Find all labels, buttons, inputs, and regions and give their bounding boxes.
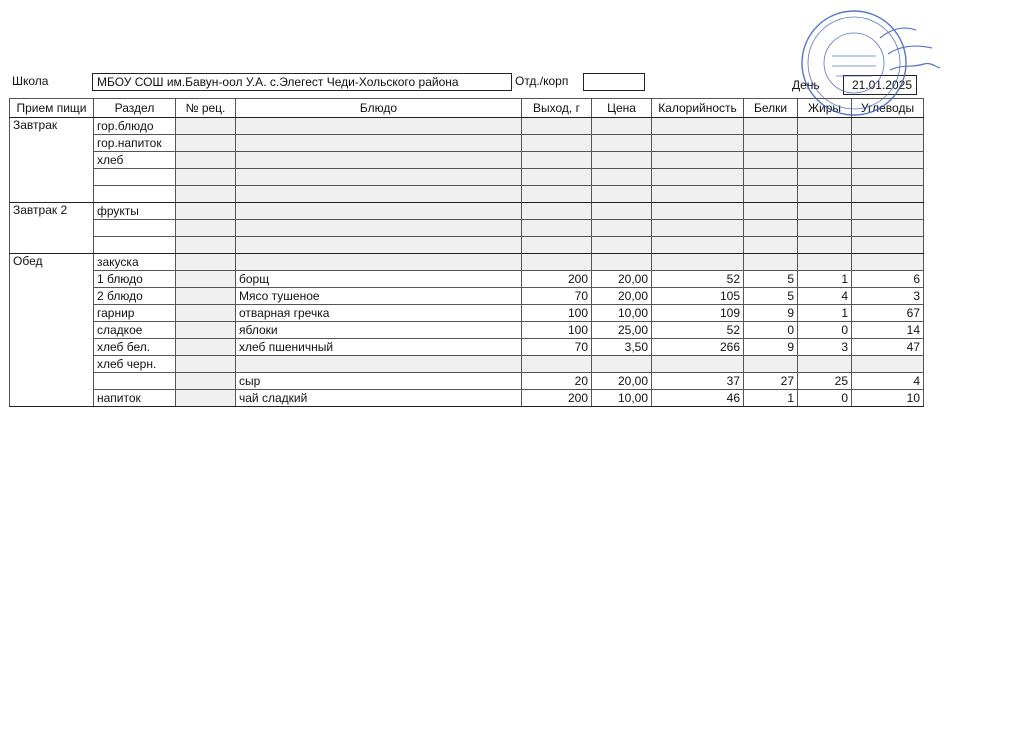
day-field[interactable]: 21.01.2025 (843, 75, 917, 95)
recipe-cell[interactable] (176, 254, 236, 271)
fat-cell[interactable]: 0 (798, 322, 852, 339)
dish-cell[interactable] (236, 220, 522, 237)
table-row (10, 186, 924, 203)
column-header: Прием пищи (10, 99, 94, 118)
calories-cell[interactable]: 37 (652, 373, 744, 390)
column-header: Блюдо (236, 99, 522, 118)
section-cell[interactable]: закуска (94, 254, 176, 271)
fat-cell[interactable] (798, 203, 852, 220)
carbs-cell[interactable] (852, 186, 924, 203)
section-cell[interactable]: хлеб (94, 152, 176, 169)
carbs-cell[interactable] (852, 356, 924, 373)
calories-cell[interactable]: 105 (652, 288, 744, 305)
school-name-field[interactable]: МБОУ СОШ им.Бавун-оол У.А. с.Элегест Чеди-Хольского района (92, 73, 512, 91)
recipe-cell[interactable] (176, 118, 236, 135)
carbs-cell[interactable] (852, 169, 924, 186)
dish-cell[interactable] (236, 152, 522, 169)
fat-cell[interactable] (798, 220, 852, 237)
protein-cell[interactable] (744, 135, 798, 152)
price-cell[interactable] (592, 186, 652, 203)
table-row (10, 220, 924, 237)
carbs-cell[interactable] (852, 118, 924, 135)
price-cell[interactable]: 10,00 (592, 305, 652, 322)
column-header: Жиры (798, 99, 852, 118)
recipe-cell[interactable] (176, 186, 236, 203)
section-cell[interactable] (94, 237, 176, 254)
carbs-cell[interactable]: 6 (852, 271, 924, 288)
yield-cell[interactable]: 20 (522, 373, 592, 390)
dish-cell[interactable] (236, 203, 522, 220)
yield-cell[interactable] (522, 254, 592, 271)
calories-cell[interactable] (652, 152, 744, 169)
price-cell[interactable]: 25,00 (592, 322, 652, 339)
yield-cell[interactable] (522, 152, 592, 169)
price-cell[interactable] (592, 118, 652, 135)
yield-cell[interactable]: 200 (522, 271, 592, 288)
recipe-cell[interactable] (176, 356, 236, 373)
recipe-cell[interactable] (176, 135, 236, 152)
section-cell[interactable] (94, 186, 176, 203)
calories-cell[interactable] (652, 237, 744, 254)
yield-cell[interactable] (522, 356, 592, 373)
table-row (10, 152, 924, 169)
protein-cell[interactable] (744, 169, 798, 186)
carbs-cell[interactable]: 67 (852, 305, 924, 322)
calories-cell[interactable] (652, 203, 744, 220)
fat-cell[interactable]: 1 (798, 305, 852, 322)
table-row (10, 203, 924, 220)
section-cell[interactable]: гор.блюдо (94, 118, 176, 135)
protein-cell[interactable] (744, 237, 798, 254)
section-cell[interactable]: напиток (94, 390, 176, 407)
yield-cell[interactable] (522, 169, 592, 186)
fat-cell[interactable] (798, 356, 852, 373)
column-header: Углеводы (852, 99, 924, 118)
fat-cell[interactable]: 4 (798, 288, 852, 305)
recipe-cell[interactable] (176, 390, 236, 407)
table-row (10, 254, 924, 271)
yield-cell[interactable] (522, 237, 592, 254)
recipe-cell[interactable] (176, 288, 236, 305)
column-header: Цена (592, 99, 652, 118)
fat-cell[interactable]: 0 (798, 390, 852, 407)
protein-cell[interactable]: 27 (744, 373, 798, 390)
table-row (10, 288, 924, 305)
section-cell[interactable]: фрукты (94, 203, 176, 220)
carbs-cell[interactable]: 4 (852, 373, 924, 390)
section-cell[interactable]: хлеб бел. (94, 339, 176, 356)
table-row (10, 322, 924, 339)
meal-cell: Завтрак 2 (10, 203, 94, 254)
dept-field[interactable] (583, 73, 645, 91)
protein-cell[interactable] (744, 356, 798, 373)
recipe-cell[interactable] (176, 305, 236, 322)
carbs-cell[interactable] (852, 220, 924, 237)
yield-cell[interactable] (522, 203, 592, 220)
section-cell[interactable] (94, 373, 176, 390)
recipe-cell[interactable] (176, 152, 236, 169)
table-row (10, 169, 924, 186)
dish-cell[interactable]: чай сладкий (236, 390, 522, 407)
dish-cell[interactable]: борщ (236, 271, 522, 288)
fat-cell[interactable] (798, 186, 852, 203)
dish-cell[interactable]: Мясо тушеное (236, 288, 522, 305)
section-cell[interactable] (94, 169, 176, 186)
section-cell[interactable]: 1 блюдо (94, 271, 176, 288)
recipe-cell[interactable] (176, 237, 236, 254)
calories-cell[interactable]: 46 (652, 390, 744, 407)
protein-cell[interactable] (744, 152, 798, 169)
table-row (10, 305, 924, 322)
dish-cell[interactable] (236, 356, 522, 373)
dish-cell[interactable] (236, 186, 522, 203)
protein-cell[interactable]: 5 (744, 288, 798, 305)
recipe-cell[interactable] (176, 271, 236, 288)
section-cell[interactable]: сладкое (94, 322, 176, 339)
price-cell[interactable]: 20,00 (592, 271, 652, 288)
fat-cell[interactable]: 25 (798, 373, 852, 390)
header-row (10, 99, 924, 118)
fat-cell[interactable]: 1 (798, 271, 852, 288)
table-row (10, 390, 924, 407)
fat-cell[interactable] (798, 135, 852, 152)
calories-cell[interactable]: 52 (652, 271, 744, 288)
carbs-cell[interactable] (852, 237, 924, 254)
column-header: № рец. (176, 99, 236, 118)
recipe-cell[interactable] (176, 322, 236, 339)
carbs-cell[interactable]: 47 (852, 339, 924, 356)
fat-cell[interactable] (798, 254, 852, 271)
fat-cell[interactable] (798, 237, 852, 254)
calories-cell[interactable] (652, 254, 744, 271)
price-cell[interactable] (592, 254, 652, 271)
yield-cell[interactable]: 100 (522, 322, 592, 339)
section-cell[interactable]: гор.напиток (94, 135, 176, 152)
yield-cell[interactable] (522, 186, 592, 203)
dish-cell[interactable]: яблоки (236, 322, 522, 339)
protein-cell[interactable]: 0 (744, 322, 798, 339)
table-row (10, 373, 924, 390)
table-row (10, 271, 924, 288)
carbs-cell[interactable]: 3 (852, 288, 924, 305)
table-row (10, 118, 924, 135)
calories-cell[interactable] (652, 356, 744, 373)
fat-cell[interactable] (798, 169, 852, 186)
section-cell[interactable]: хлеб черн. (94, 356, 176, 373)
carbs-cell[interactable]: 10 (852, 390, 924, 407)
yield-cell[interactable] (522, 135, 592, 152)
price-cell[interactable]: 3,50 (592, 339, 652, 356)
section-cell[interactable]: 2 блюдо (94, 288, 176, 305)
carbs-cell[interactable] (852, 135, 924, 152)
day-label: День (792, 78, 820, 92)
dish-cell[interactable]: отварная гречка (236, 305, 522, 322)
protein-cell[interactable] (744, 203, 798, 220)
yield-cell[interactable]: 200 (522, 390, 592, 407)
protein-cell[interactable] (744, 254, 798, 271)
protein-cell[interactable] (744, 118, 798, 135)
meal-cell: Завтрак (10, 118, 94, 203)
protein-cell[interactable]: 5 (744, 271, 798, 288)
meal-cell: Обед (10, 254, 94, 407)
calories-cell[interactable] (652, 186, 744, 203)
dish-cell[interactable]: сыр (236, 373, 522, 390)
calories-cell[interactable] (652, 135, 744, 152)
calories-cell[interactable]: 266 (652, 339, 744, 356)
recipe-cell[interactable] (176, 169, 236, 186)
table-row (10, 339, 924, 356)
price-cell[interactable] (592, 135, 652, 152)
price-cell[interactable] (592, 237, 652, 254)
protein-cell[interactable] (744, 186, 798, 203)
carbs-cell[interactable] (852, 254, 924, 271)
recipe-cell[interactable] (176, 220, 236, 237)
section-cell[interactable]: гарнир (94, 305, 176, 322)
dept-label: Отд./корп (515, 74, 569, 88)
yield-cell[interactable]: 70 (522, 339, 592, 356)
calories-cell[interactable] (652, 118, 744, 135)
protein-cell[interactable]: 9 (744, 339, 798, 356)
recipe-cell[interactable] (176, 373, 236, 390)
fat-cell[interactable]: 3 (798, 339, 852, 356)
calories-cell[interactable]: 52 (652, 322, 744, 339)
price-cell[interactable] (592, 220, 652, 237)
dish-cell[interactable] (236, 254, 522, 271)
fat-cell[interactable] (798, 152, 852, 169)
dish-cell[interactable] (236, 118, 522, 135)
table-row (10, 237, 924, 254)
yield-cell[interactable] (522, 220, 592, 237)
calories-cell[interactable] (652, 220, 744, 237)
column-header: Раздел (94, 99, 176, 118)
protein-cell[interactable]: 1 (744, 390, 798, 407)
column-header: Выход, г (522, 99, 592, 118)
price-cell[interactable]: 20,00 (592, 288, 652, 305)
recipe-cell[interactable] (176, 203, 236, 220)
carbs-cell[interactable] (852, 203, 924, 220)
calories-cell[interactable]: 109 (652, 305, 744, 322)
carbs-cell[interactable]: 14 (852, 322, 924, 339)
price-cell[interactable] (592, 356, 652, 373)
price-cell[interactable] (592, 203, 652, 220)
dish-cell[interactable] (236, 237, 522, 254)
protein-cell[interactable]: 9 (744, 305, 798, 322)
school-label: Школа (12, 74, 49, 88)
price-cell[interactable]: 10,00 (592, 390, 652, 407)
recipe-cell[interactable] (176, 339, 236, 356)
yield-cell[interactable]: 100 (522, 305, 592, 322)
menu-table (9, 98, 924, 407)
yield-cell[interactable] (522, 118, 592, 135)
yield-cell[interactable]: 70 (522, 288, 592, 305)
dish-cell[interactable] (236, 169, 522, 186)
section-cell[interactable] (94, 220, 176, 237)
protein-cell[interactable] (744, 220, 798, 237)
carbs-cell[interactable] (852, 152, 924, 169)
table-row (10, 356, 924, 373)
calories-cell[interactable] (652, 169, 744, 186)
price-cell[interactable] (592, 169, 652, 186)
column-header: Калорийность (652, 99, 744, 118)
dish-cell[interactable]: хлеб пшеничный (236, 339, 522, 356)
table-row (10, 135, 924, 152)
column-header: Белки (744, 99, 798, 118)
fat-cell[interactable] (798, 118, 852, 135)
dish-cell[interactable] (236, 135, 522, 152)
price-cell[interactable] (592, 152, 652, 169)
price-cell[interactable]: 20,00 (592, 373, 652, 390)
table-body (10, 118, 924, 407)
